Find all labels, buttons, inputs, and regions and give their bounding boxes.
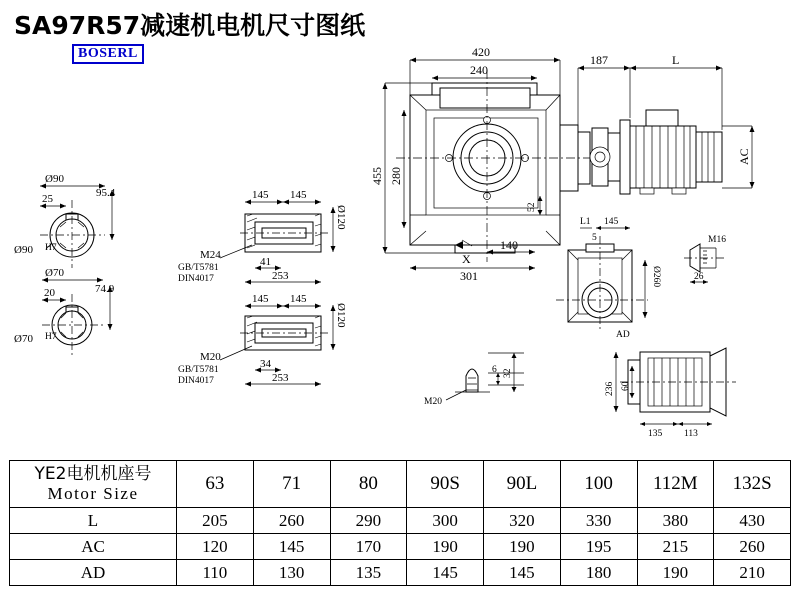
dim-140: 140 xyxy=(500,238,518,252)
table-cell: 205 xyxy=(177,508,254,534)
label-key-M20: M20 xyxy=(424,397,442,407)
rowhead-label-cn: YE2电机机座号 xyxy=(34,464,152,484)
table-row xyxy=(10,508,791,534)
dim-shaft1-H7: H7 xyxy=(45,243,57,253)
table-cell: 195 xyxy=(560,534,637,560)
table-cell: 145 xyxy=(407,560,484,586)
table-cell: 215 xyxy=(637,534,714,560)
table-cell: 380 xyxy=(637,508,714,534)
table-cell: 80 xyxy=(330,461,407,508)
dim-280: 280 xyxy=(389,167,403,185)
table-cell: 135 xyxy=(330,560,407,586)
dim-236: 236 xyxy=(605,381,615,396)
dim-hub2-34: 34 xyxy=(260,358,271,370)
gearbox-side-view xyxy=(556,217,661,340)
table-cell: 112M xyxy=(637,461,714,508)
dim-420: 420 xyxy=(472,45,490,59)
dim-hub2-145a: 145 xyxy=(252,293,269,305)
dim-shaft2-d70H7: Ø70 xyxy=(14,333,33,345)
table-cell: 260 xyxy=(253,508,330,534)
table-cell: 190 xyxy=(407,534,484,560)
dim-hub1-d120: Ø120 xyxy=(335,205,347,230)
table-cell: 145 xyxy=(253,534,330,560)
table-rowhead-AC: AC xyxy=(10,534,177,560)
table-cell: 330 xyxy=(560,508,637,534)
table-cell: 100 xyxy=(560,461,637,508)
dim-shaft2-20: 20 xyxy=(44,287,55,299)
table-cell: 90L xyxy=(484,461,561,508)
table-cell: 145 xyxy=(484,560,561,586)
table-cell: 132S xyxy=(714,461,791,508)
table-cell: 110 xyxy=(177,560,254,586)
dim-hub2-253: 253 xyxy=(272,372,289,384)
table-cell: 190 xyxy=(637,560,714,586)
label-hub1-M24: M24 xyxy=(200,249,221,261)
dim-52: 52 xyxy=(527,202,537,212)
table-cell: 290 xyxy=(330,508,407,534)
table-cell: 120 xyxy=(177,534,254,560)
page-title: SA97R57减速机电机尺寸图纸 xyxy=(14,11,366,40)
motor-assembly-view xyxy=(578,53,755,194)
label-M16: M16 xyxy=(708,235,726,245)
hollow-shaft-section-1 xyxy=(178,189,347,285)
motor-adapter-view xyxy=(605,348,736,439)
shaft-view-90 xyxy=(14,173,116,268)
label-AD: AD xyxy=(616,330,630,340)
key-detail xyxy=(424,353,524,407)
rowhead-label-en: Motor Size xyxy=(47,484,139,503)
label-hub2-din: DIN4017 xyxy=(178,376,214,386)
thread-detail-m16 xyxy=(684,235,726,284)
dim-shaft2-H7: H7 xyxy=(45,332,57,342)
dim-455: 455 xyxy=(370,167,384,185)
dim-145-right: 145 xyxy=(604,217,619,227)
table-cell: 63 xyxy=(177,461,254,508)
dim-hub1-145b: 145 xyxy=(290,189,307,201)
table-cell: 300 xyxy=(407,508,484,534)
table-rowhead-motor-size xyxy=(10,461,177,508)
table-rowhead-AD: AD xyxy=(10,560,177,586)
dim-260: Ø260 xyxy=(651,266,661,288)
label-hub1-gb: GB/T5781 xyxy=(178,263,219,273)
dim-shaft1-d90: Ø90 xyxy=(45,173,64,185)
dim-32: 32 xyxy=(503,368,513,378)
dim-301: 301 xyxy=(460,269,478,283)
dim-113: 113 xyxy=(684,429,698,439)
table-cell: 90S xyxy=(407,461,484,508)
dim-shaft1-d90H7: Ø90 xyxy=(14,244,33,256)
table-cell: 430 xyxy=(714,508,791,534)
table-row xyxy=(10,461,791,508)
dim-shaft2-74-9: 74.9 xyxy=(95,283,115,295)
table-row xyxy=(10,560,791,586)
table-cell: 180 xyxy=(560,560,637,586)
shaft-view-70 xyxy=(14,267,115,355)
table-cell: 210 xyxy=(714,560,791,586)
table-rowhead-L: L xyxy=(10,508,177,534)
dim-5: 5 xyxy=(592,233,597,243)
dim-6: 6 xyxy=(492,365,497,375)
dim-hub2-d120: Ø120 xyxy=(335,303,347,328)
dim-240: 240 xyxy=(470,63,488,77)
dim-shaft1-95-4: 95.4 xyxy=(96,187,116,199)
label-X: X xyxy=(462,252,471,266)
motor-size-table xyxy=(9,460,791,586)
table-cell: 190 xyxy=(484,534,561,560)
table-cell: 170 xyxy=(330,534,407,560)
dim-shaft1-25: 25 xyxy=(42,193,53,205)
table-cell: 71 xyxy=(253,461,330,508)
brand-logo: BOSERL xyxy=(72,44,144,64)
label-hub2-M20: M20 xyxy=(200,351,221,363)
table-row xyxy=(10,534,791,560)
dim-26: 26 xyxy=(694,272,704,282)
dim-hub1-253: 253 xyxy=(272,270,289,282)
dim-135: 135 xyxy=(648,429,663,439)
hollow-shaft-section-2 xyxy=(178,293,347,387)
label-hub1-din: DIN4017 xyxy=(178,274,214,284)
dim-shaft2-d70: Ø70 xyxy=(45,267,64,279)
label-hub2-gb: GB/T5781 xyxy=(178,365,219,375)
table-cell: 130 xyxy=(253,560,330,586)
dim-hub1-41: 41 xyxy=(260,256,271,268)
table-cell: 260 xyxy=(714,534,791,560)
dim-187: 187 xyxy=(590,53,608,67)
dim-hub1-145a: 145 xyxy=(252,189,269,201)
dim-60: 60 xyxy=(621,381,631,391)
table-cell: 320 xyxy=(484,508,561,534)
dim-L: L xyxy=(672,53,680,67)
dim-hub2-145b: 145 xyxy=(290,293,307,305)
dim-L1: L1 xyxy=(580,217,591,227)
dim-AC: AC xyxy=(737,148,751,165)
